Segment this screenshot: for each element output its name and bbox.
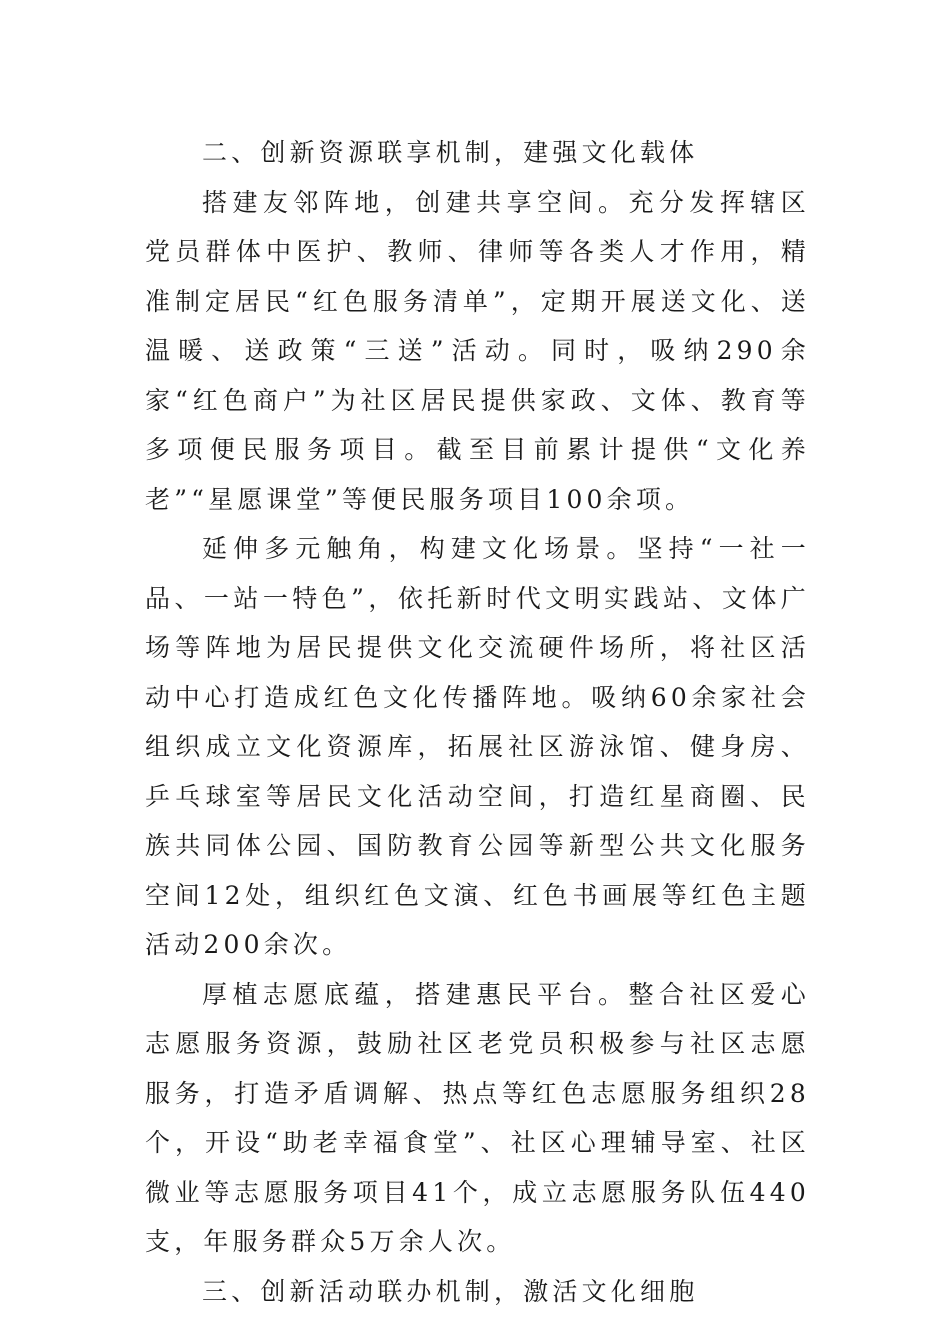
paragraph-cultural-scenes: 延伸多元触角，构建文化场景。坚持“一社一品、一站一特色”，依托新时代文明实践站、文体广场等阵地为居民提供文化交流硬件场所，将社区活动中心打造成红色文化传播阵地。吸纳60余家社会组织成立文化资源库，拓展社区游泳馆、健身房、乒乓球室等居民文化活动空间，打造红星商圈、民族共同体公园、国防教育公园等新型公共文化服务空间12处，组织红色文演、红色书画展等红色主题活动200余次。 — [145, 534, 810, 959]
document-page — [145, 128, 810, 1316]
paragraph-shared-space: 搭建友邻阵地，创建共享空间。充分发挥辖区党员群体中医护、教师、律师等各类人才作用，精准制定居民“红色服务清单”，定期开展送文化、送温暖、送政策“三送”活动。同时，吸纳290余家“红色商户”为社区居民提供家政、文体、教育等多项便民服务项目。截至目前累计提供“文化养老”“星愿课堂”等便民服务项目100余项。 — [145, 187, 810, 514]
section-heading-2: 二、创新资源联享机制，建强文化载体 — [202, 138, 699, 167]
section-heading-3: 三、创新活动联办机制，激活文化细胞 — [202, 1276, 699, 1306]
paragraph-volunteer-platform: 厚植志愿底蕴，搭建惠民平台。整合社区爱心志愿服务资源，鼓励社区老党员积极参与社区志愿服务，打造矛盾调解、热点等红色志愿服务组织28个，开设“助老幸福食堂”、社区心理辅导室、社区微业等志愿服务项目41个，成立志愿服务队伍440支，年服务群众5万余人次。 — [145, 979, 810, 1256]
